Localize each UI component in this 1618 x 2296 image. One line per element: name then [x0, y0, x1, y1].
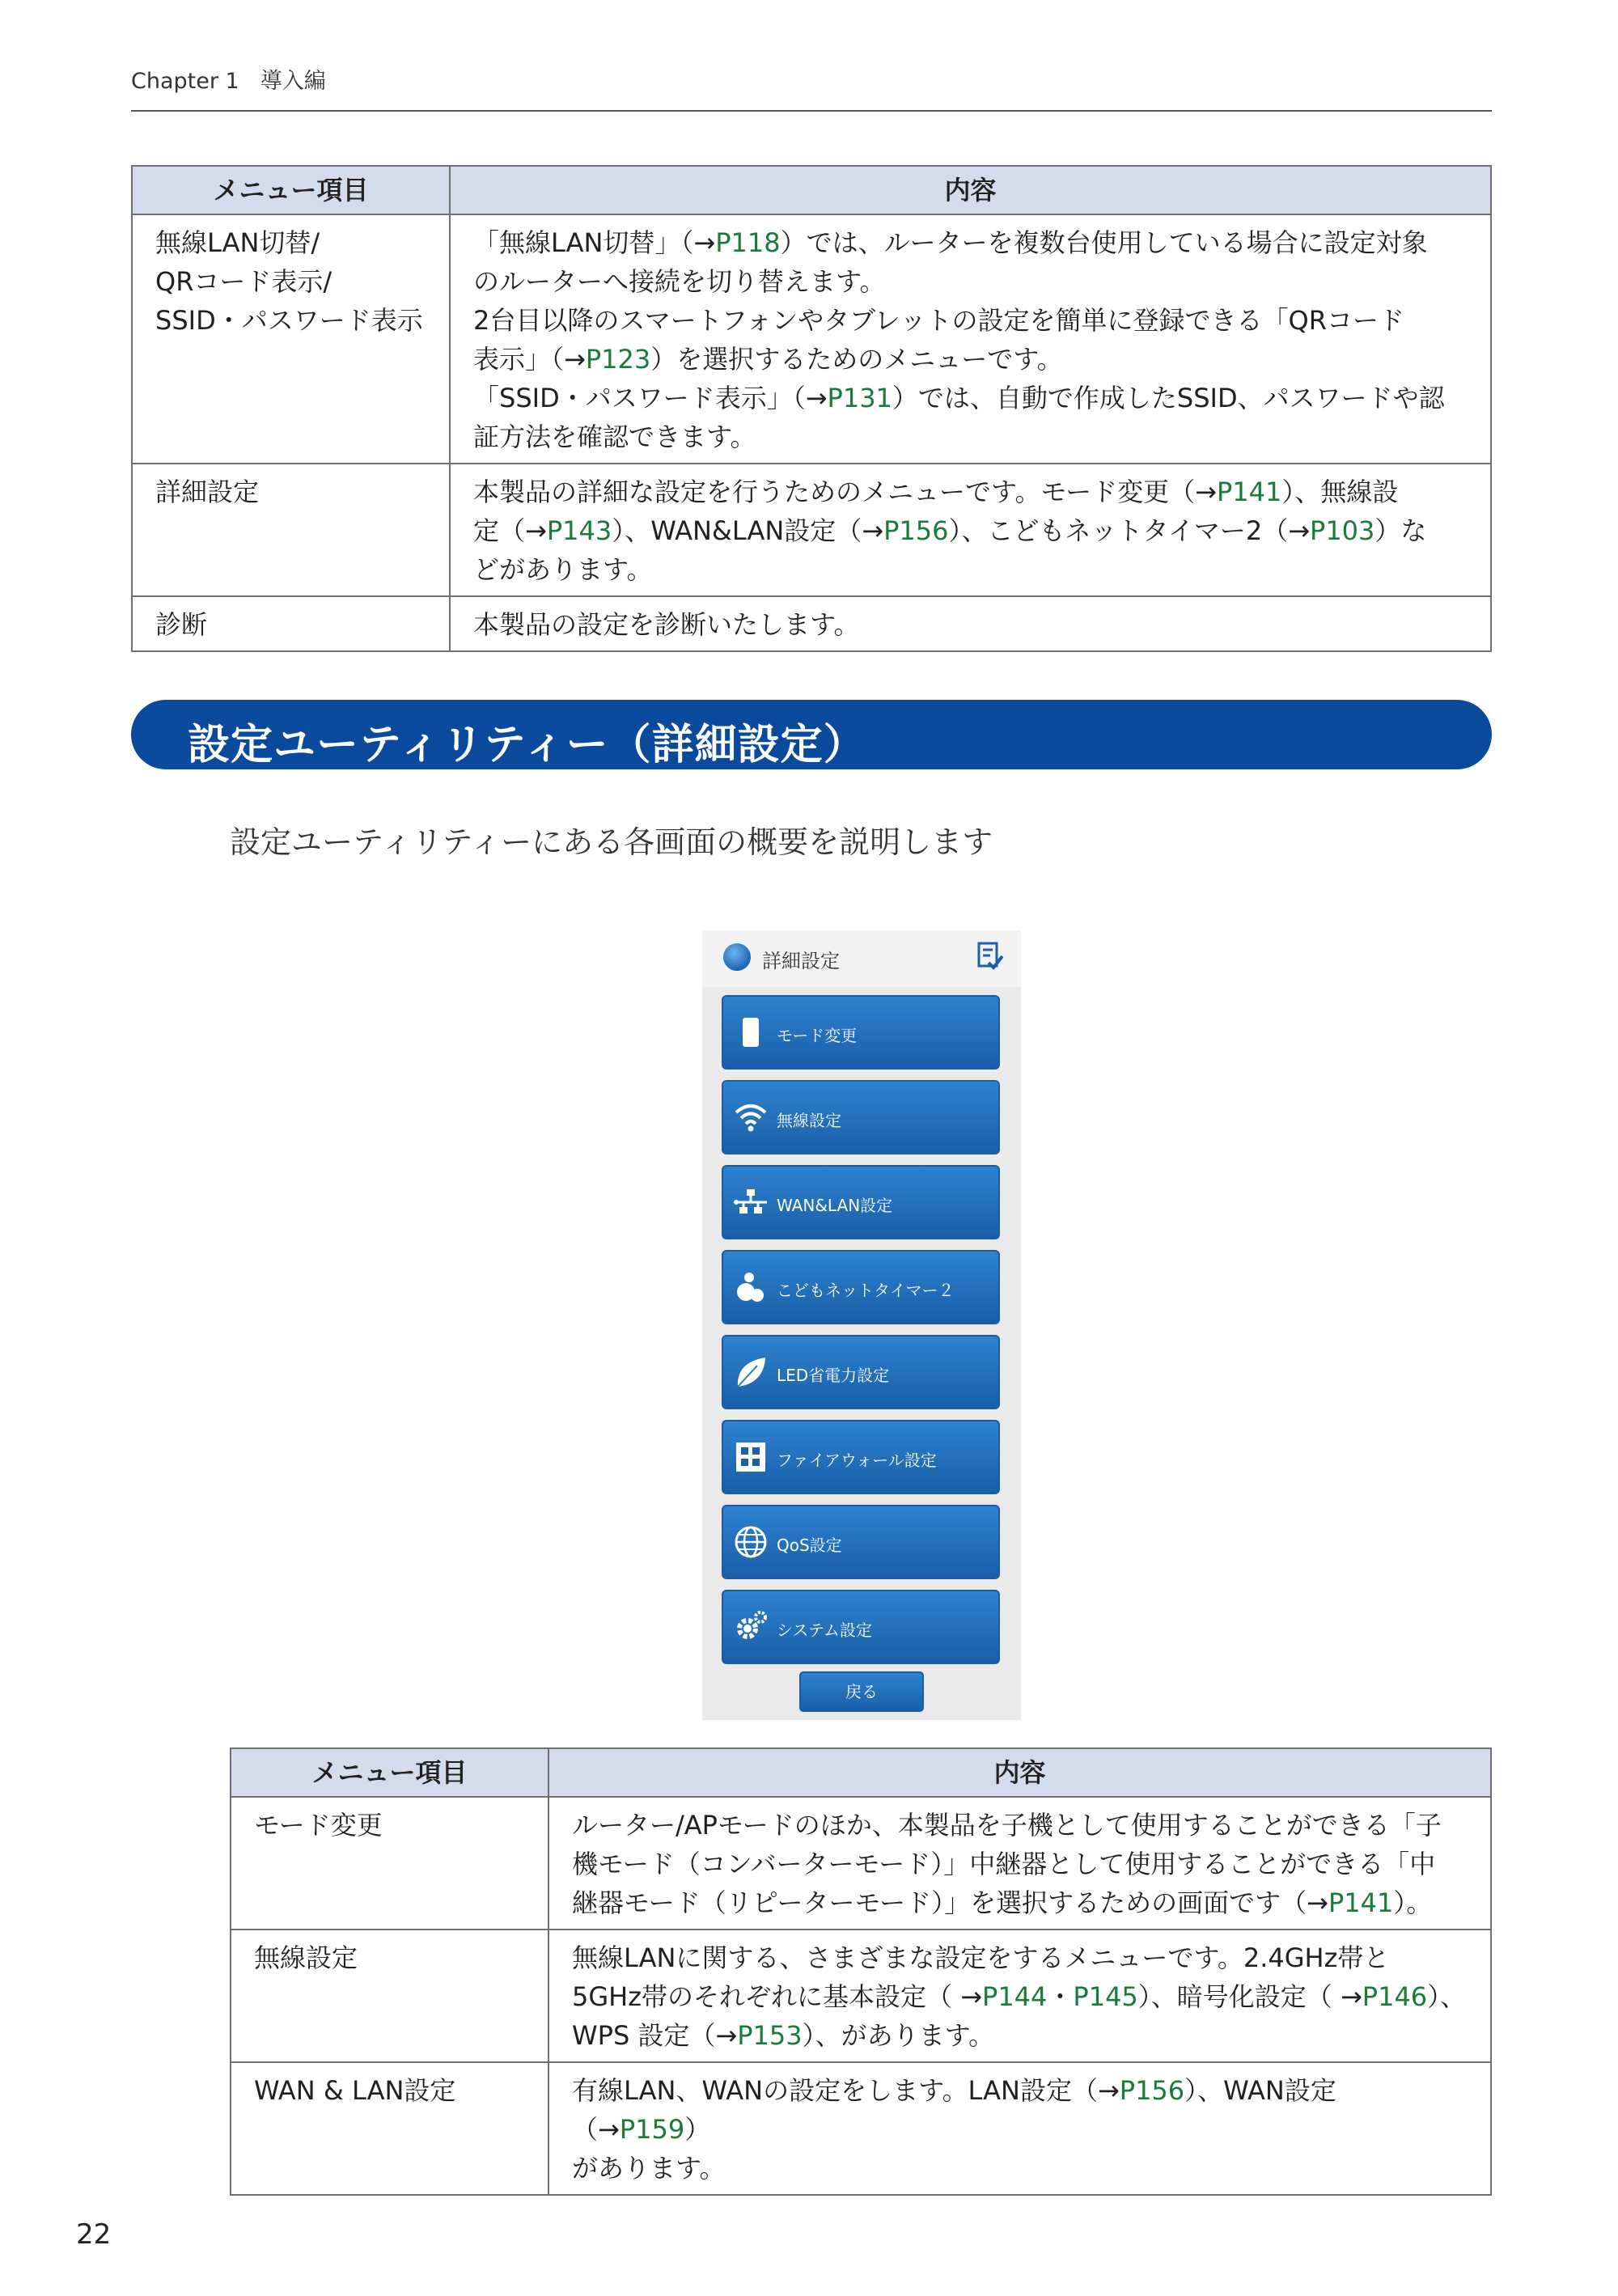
back-button[interactable]: 戻る [799, 1671, 924, 1712]
row-content [549, 2062, 1491, 2195]
content-line: 表示」（→P123）を選択するためのメニューです。 [473, 344, 1063, 375]
qos-settings-button[interactable] [722, 1505, 1000, 1579]
firewall-icon [733, 1439, 769, 1475]
gear-icon [733, 1609, 769, 1645]
section-intro: 設定ユーティリティーにある各画面の概要を説明します [230, 824, 993, 860]
section-label: 導入編 [260, 69, 326, 94]
row-item: WAN & LAN設定 [231, 2062, 549, 2195]
column-header-content: 内容 [549, 1748, 1491, 1797]
firewall-settings-button[interactable] [722, 1420, 1000, 1494]
page-reference-link[interactable]: P118 [715, 227, 781, 258]
settings-screenshot [702, 930, 1021, 1720]
button-label: LED省電力設定 [777, 1366, 890, 1385]
wan-lan-settings-button[interactable] [722, 1165, 1000, 1239]
table-row [231, 2062, 1491, 2195]
led-power-saving-button[interactable] [722, 1335, 1000, 1409]
page-reference-link[interactable]: P141 [1328, 1887, 1394, 1918]
table-row [132, 596, 1491, 651]
table-row [231, 1797, 1491, 1930]
page-reference-link[interactable]: P159 [619, 2114, 685, 2145]
section-title: 設定ユーティリティー（詳細設定） [188, 721, 866, 769]
row-content [450, 214, 1491, 464]
section-banner [131, 700, 1492, 769]
content-line: 5GHz帯のそれぞれに基本設定（ →P144・P145）、暗号化設定（ →P146）、 [572, 1981, 1467, 2012]
row-content [549, 1797, 1491, 1930]
content-line: 定（→P143）、WAN&LAN設定（→P156）、こどもネットタイマー2（→P103）な [473, 515, 1427, 546]
edit-check-icon[interactable] [977, 942, 1003, 971]
page-number: 22 [76, 2218, 112, 2251]
leaf-icon [733, 1354, 769, 1390]
item-line: 無線LAN切替/ [155, 227, 320, 258]
system-settings-button[interactable] [722, 1590, 1000, 1664]
router-icon [733, 1015, 769, 1050]
row-content [549, 1930, 1491, 2062]
row-item: モード変更 [231, 1797, 549, 1930]
column-header-content: 内容 [450, 166, 1491, 214]
network-icon [733, 1184, 769, 1220]
content-line: のルーターへ接続を切り替えます。 [473, 266, 886, 297]
screen-title: 詳細設定 [762, 950, 840, 972]
table-row [132, 214, 1491, 464]
table-header-row [132, 166, 1491, 214]
page-reference-link[interactable]: P156 [1119, 2075, 1185, 2106]
content-line: 2台目以降のスマートフォンやタブレットの設定を簡単に登録できる「QRコード [473, 305, 1404, 336]
globe-icon [723, 943, 751, 971]
item-line: QRコード表示/ [155, 266, 332, 297]
button-label: QoS設定 [777, 1536, 842, 1555]
button-label: システム設定 [777, 1620, 872, 1640]
page-reference-link[interactable]: P144 [982, 1981, 1048, 2012]
column-header-item: メニュー項目 [132, 166, 450, 214]
menu-table-bottom [230, 1747, 1492, 2196]
content-line: 継器モード（リピーターモード）」を選択するための画面です（→P141）。 [572, 1887, 1433, 1918]
page-reference-link[interactable]: P131 [827, 383, 892, 413]
button-label: こどもネットタイマー２ [777, 1281, 955, 1300]
content-line: 機モード（コンバーターモード）」中継器として使用することができる「中 [572, 1849, 1436, 1879]
page-reference-link[interactable]: P141 [1216, 477, 1282, 507]
row-item: 診断 [132, 596, 450, 651]
table-header-row [231, 1748, 1491, 1797]
row-item: 詳細設定 [132, 464, 450, 596]
running-header [131, 63, 326, 95]
column-header-item: メニュー項目 [231, 1748, 549, 1797]
row-item: 無線設定 [231, 1930, 549, 2062]
menu-table-top [131, 165, 1492, 652]
row-content: 本製品の設定を診断いたします。 [450, 596, 1491, 651]
wireless-settings-button[interactable] [722, 1080, 1000, 1154]
page-reference-link[interactable]: P146 [1362, 1981, 1428, 2012]
table-row [132, 464, 1491, 596]
chapter-label: Chapter 1 [131, 69, 239, 94]
globe-grid-icon [733, 1524, 769, 1560]
button-label: モード変更 [777, 1026, 858, 1045]
content-line: 本製品の詳細な設定を行うためのメニューです。モード変更（→P141）、無線設 [473, 477, 1399, 507]
screen-header [702, 930, 1021, 987]
button-label: WAN&LAN設定 [777, 1196, 893, 1215]
content-line: WPS 設定（→P153）、があります。 [572, 2020, 995, 2051]
content-line: 証方法を確認できます。 [473, 421, 756, 452]
content-line: 「SSID・パスワード表示」（→P131）では、自動で作成したSSID、パスワードや認 [473, 383, 1445, 413]
kids-net-timer-button[interactable] [722, 1250, 1000, 1324]
mode-change-button[interactable] [722, 995, 1000, 1070]
page-reference-link[interactable]: P156 [883, 515, 949, 546]
table-row [231, 1930, 1491, 2062]
page-reference-link[interactable]: P153 [737, 2020, 803, 2051]
content-line: 無線LANに関する、さまざまな設定をするメニューです。2.4GHz帯と [572, 1942, 1390, 1973]
children-icon [733, 1269, 769, 1305]
row-content [450, 464, 1491, 596]
button-label: 無線設定 [777, 1111, 841, 1130]
button-label: ファイアウォール設定 [777, 1451, 937, 1470]
page-reference-link[interactable]: P145 [1073, 1981, 1138, 2012]
item-line: SSID・パスワード表示 [155, 305, 423, 336]
wifi-icon [733, 1099, 769, 1135]
page-reference-link[interactable]: P103 [1310, 515, 1375, 546]
content-line: があります。 [572, 2153, 726, 2184]
content-line: 「無線LAN切替」（→P118）では、ルーターを複数台使用している場合に設定対象 [473, 227, 1428, 258]
content-line: ルーター/APモードのほか、本製品を子機として使用することができる「子 [572, 1810, 1442, 1841]
header-rule [131, 110, 1492, 112]
content-line: どがあります。 [473, 554, 653, 585]
row-item [132, 214, 450, 464]
content-line: 有線LAN、WANの設定をします。LAN設定（→P156）、WAN設定（→P159） [572, 2075, 1336, 2145]
page-reference-link[interactable]: P143 [546, 515, 612, 546]
page-reference-link[interactable]: P123 [585, 344, 651, 375]
